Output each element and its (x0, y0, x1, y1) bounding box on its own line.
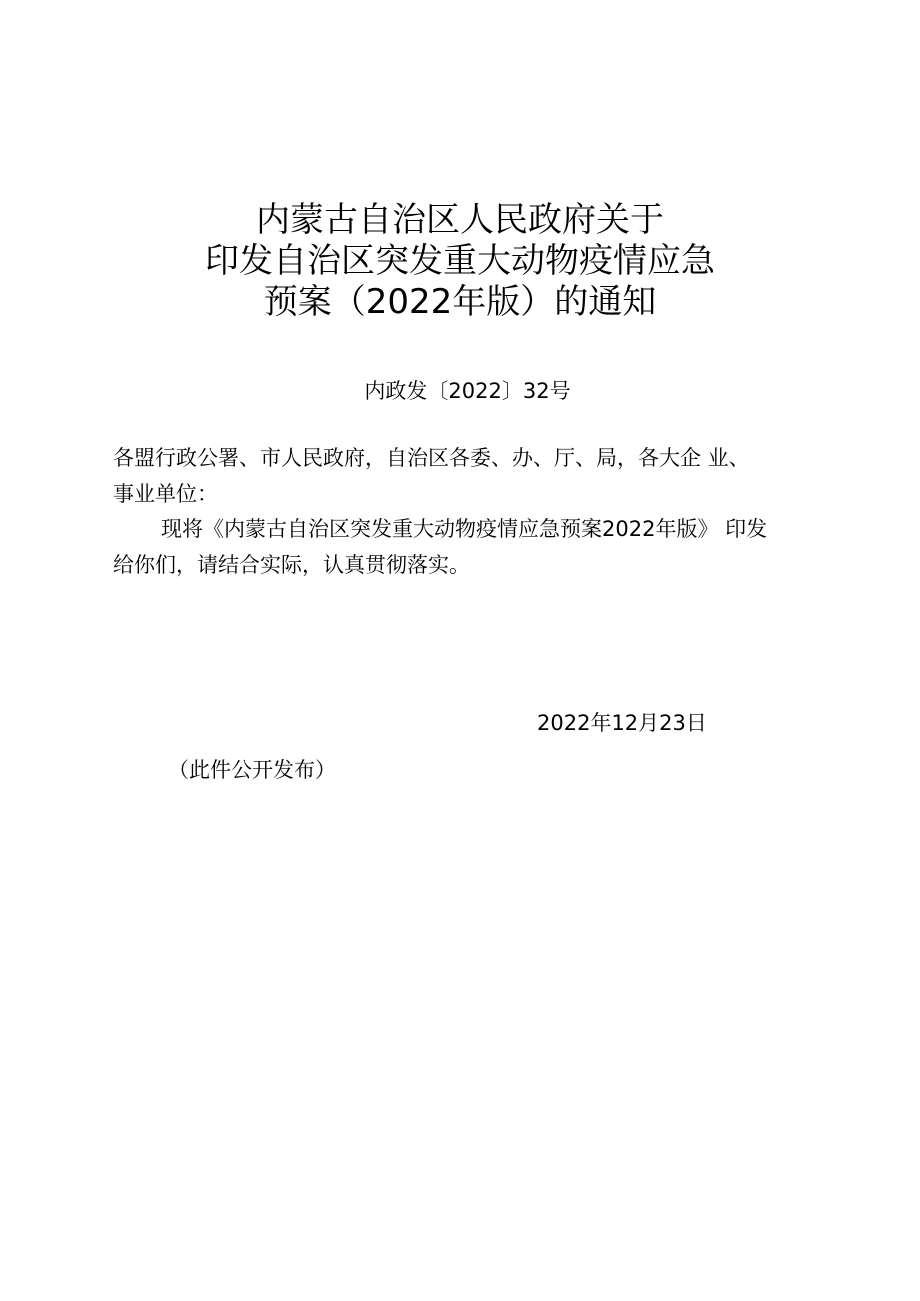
title-line-1: 内蒙古自治区人民政府关于 (256, 200, 664, 240)
document-number: 内政发〔2022〕32号 (364, 379, 571, 403)
title-line-2: 印发自治区突发重大动物疫情应急 (205, 241, 715, 281)
body-paragraph (113, 511, 828, 583)
addressee-line-1: 各盟行政公署、市人民政府，自治区各委、办、厅、局，各大企 业、 (113, 446, 750, 470)
body-line-1: 现将《内蒙古自治区突发重大动物疫情应急预案2022年版》 印发 (161, 517, 768, 541)
issue-date: 2022年12月23日 (537, 711, 707, 735)
addressee (113, 440, 828, 512)
title-line-3: 预案（2022年版）的通知 (263, 282, 657, 322)
publication-note: （此件公开发布） (168, 758, 336, 782)
document-title (0, 200, 920, 323)
body-line-2: 给你们，请结合实际，认真贯彻落实。 (113, 553, 470, 577)
addressee-line-2: 事业单位： (113, 482, 218, 506)
